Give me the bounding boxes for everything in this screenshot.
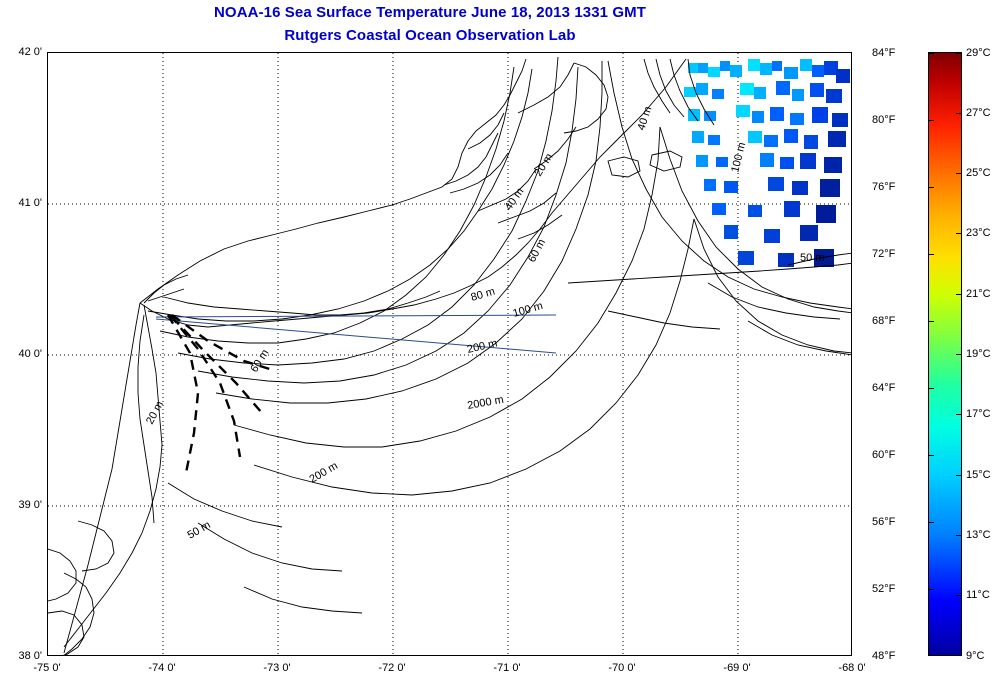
colorbar-tick bbox=[928, 455, 934, 456]
colorbar-label-f: 72°F bbox=[872, 248, 896, 260]
x-axis-label: -73 0' bbox=[263, 662, 291, 674]
colorbar-tick bbox=[956, 233, 962, 234]
colorbar-label-c: 25°C bbox=[966, 167, 991, 179]
colorbar-label-c: 11°C bbox=[966, 589, 990, 601]
colorbar-label-f: 84°F bbox=[872, 47, 896, 59]
contour-label: 100 m bbox=[729, 141, 749, 174]
contour-label: 200 m bbox=[465, 337, 499, 356]
colorbar-tick bbox=[928, 254, 934, 255]
x-axis-label: -75 0' bbox=[33, 662, 61, 674]
colorbar-tick bbox=[928, 321, 934, 322]
x-axis-label: -70 0' bbox=[608, 662, 636, 674]
colorbar-label-c: 27°C bbox=[966, 107, 991, 119]
colorbar-label-f: 80°F bbox=[872, 114, 896, 126]
y-axis-label: 40 0' bbox=[18, 348, 42, 360]
colorbar-tick bbox=[956, 354, 962, 355]
map-gridlines bbox=[48, 53, 852, 656]
colorbar-label-c: 13°C bbox=[966, 529, 991, 541]
colorbar-label-c: 9°C bbox=[966, 650, 985, 662]
contour-label: 60 m bbox=[526, 237, 549, 265]
colorbar-tick bbox=[928, 522, 934, 523]
y-axis-label: 42 0' bbox=[18, 46, 42, 58]
contour-label: 200 m bbox=[307, 459, 340, 486]
colorbar-tick bbox=[956, 173, 962, 174]
y-axis-label: 38 0' bbox=[18, 650, 42, 662]
contour-label: 100 m bbox=[511, 299, 545, 320]
x-axis-label: -71 0' bbox=[493, 662, 521, 674]
map-plot-area[interactable] bbox=[47, 52, 852, 656]
x-axis-label: -69 0' bbox=[723, 662, 751, 674]
colorbar-tick bbox=[956, 535, 962, 536]
y-axis-label: 39 0' bbox=[18, 499, 42, 511]
colorbar-label-f: 52°F bbox=[872, 583, 896, 595]
colorbar-label-c: 15°C bbox=[966, 469, 991, 481]
colorbar-label-c: 19°C bbox=[966, 348, 991, 360]
colorbar-tick bbox=[956, 53, 962, 54]
colorbar-label-c: 21°C bbox=[966, 288, 991, 300]
contour-label: 20 m bbox=[144, 399, 167, 427]
colorbar-label-f: 68°F bbox=[872, 315, 896, 327]
x-axis-label: -72 0' bbox=[378, 662, 406, 674]
coastline-layer bbox=[48, 59, 686, 656]
colorbar-label-f: 64°F bbox=[872, 382, 896, 394]
colorbar-label-f: 48°F bbox=[872, 650, 896, 662]
colorbar-tick bbox=[956, 475, 962, 476]
colorbar-tick bbox=[928, 53, 934, 54]
page-title-line1: NOAA-16 Sea Surface Temperature June 18, 2013 1331 GMT bbox=[214, 4, 646, 21]
colorbar-label-f: 76°F bbox=[872, 181, 896, 193]
contour-label: 80 m bbox=[469, 285, 497, 304]
map-graphics bbox=[48, 53, 852, 656]
colorbar-tick bbox=[956, 595, 962, 596]
colorbar-tick bbox=[928, 388, 934, 389]
colorbar-tick bbox=[928, 120, 934, 121]
colorbar-tick bbox=[956, 113, 962, 114]
contour-label: 40 m bbox=[635, 104, 655, 132]
colorbar-label-c: 17°C bbox=[966, 408, 991, 420]
x-axis-label: -74 0' bbox=[148, 662, 176, 674]
sst-pixel-layer bbox=[684, 59, 850, 267]
contour-label: 2000 m bbox=[466, 393, 505, 412]
colorbar-label-f: 56°F bbox=[872, 516, 896, 528]
contour-label: 50 m bbox=[185, 518, 213, 542]
contour-label: 50 m bbox=[800, 252, 825, 264]
contour-label: 40 m bbox=[502, 185, 527, 213]
contour-label: 20 m bbox=[532, 151, 556, 179]
colorbar-label-f: 60°F bbox=[872, 449, 896, 461]
colorbar-label-c: 29°C bbox=[966, 47, 991, 59]
colorbar-label-c: 23°C bbox=[966, 227, 991, 239]
colorbar-tick bbox=[928, 187, 934, 188]
bathymetry-contours bbox=[138, 57, 852, 613]
colorbar-tick bbox=[956, 294, 962, 295]
colorbar-tick bbox=[928, 589, 934, 590]
contour-label: 60 m bbox=[248, 347, 272, 375]
x-axis-label: -68 0' bbox=[838, 662, 866, 674]
colorbar-tick bbox=[956, 414, 962, 415]
page-title-line2: Rutgers Coastal Ocean Observation Lab bbox=[284, 27, 576, 44]
y-axis-label: 41 0' bbox=[18, 197, 42, 209]
